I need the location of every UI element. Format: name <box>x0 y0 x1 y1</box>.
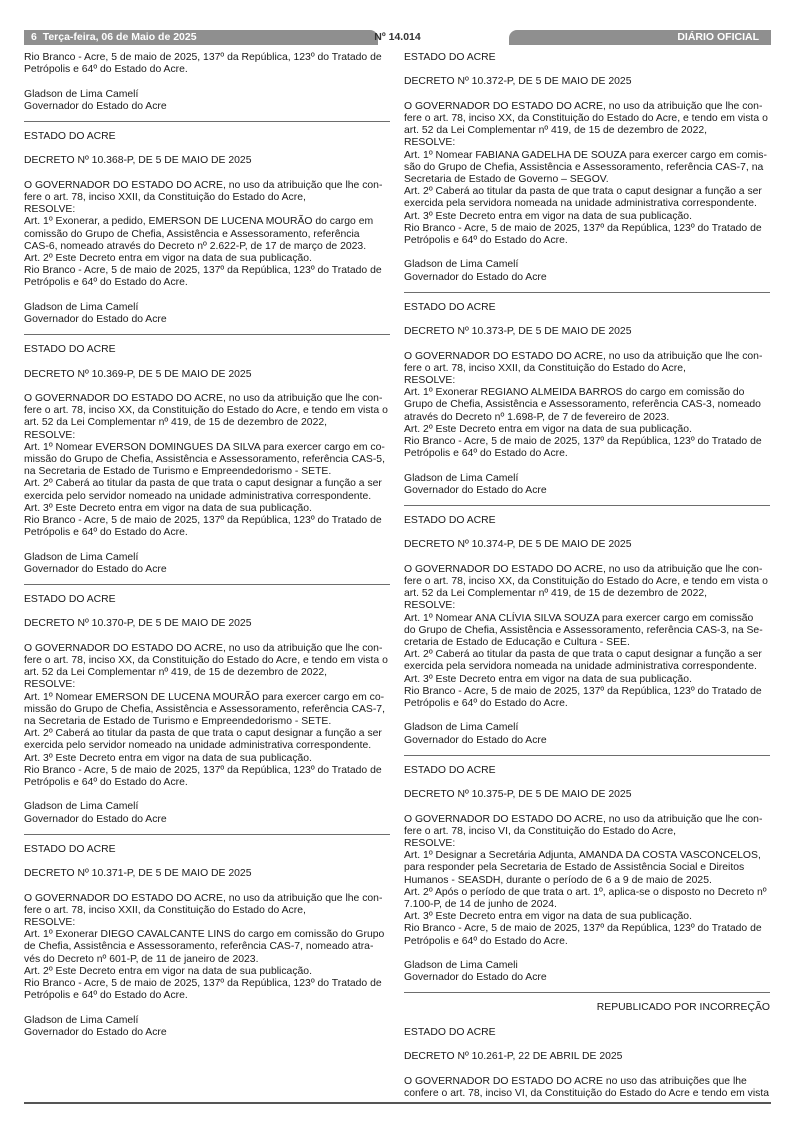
text-line: ESTADO DO ACRE <box>404 301 496 313</box>
text-line: Art. 1º Nomear EMERSON DE LUCENA MOURÃO para exercer cargo em co- <box>24 691 385 703</box>
text-line: Secretaria de Estado de Governo – SEGOV. <box>404 174 609 185</box>
text-line: DECRETO Nº 10.369-P, DE 5 DE MAIO DE 2025 <box>24 368 252 380</box>
text-line: Art. 2º Este Decreto entra em vigor na data de sua publicação. <box>24 965 312 977</box>
text-line: para responder pela Secretaria de Estado de Assistência Social e Direitos <box>404 862 745 874</box>
text-line: fere o art. 78, inciso XX, da Constituição do Estado do Acre, e tendo em vista o <box>24 655 388 666</box>
text-line: Petrópolis e 64º do Estado do Acre. <box>404 448 568 460</box>
blank-line <box>24 76 390 88</box>
blank-line <box>404 64 770 76</box>
text-line: O GOVERNADOR DO ESTADO DO ACRE no uso das atribuições que lhe <box>404 1075 747 1087</box>
text-line: Petrópolis e 64º do Estado do Acre. <box>24 527 188 539</box>
footer-rule <box>24 1102 771 1104</box>
text-line: Art. 1º Nomear EVERSON DOMINGUES DA SILVA para exercer cargo em co- <box>24 441 385 453</box>
text-line: exercida pelo servidor nomeado na unidade administrativa correspondente. <box>24 490 372 502</box>
text-line: exercida pelo servidor nomeado na unidade administrativa correspondente. <box>24 740 372 752</box>
blank-line <box>404 801 770 813</box>
text-line: Rio Branco - Acre, 5 de maio de 2025, 137º da República, 123º do Tratado de <box>24 52 382 63</box>
blank-line <box>404 89 770 101</box>
text-line: Rio Branco - Acre, 5 de maio de 2025, 137º da República, 123º do Tratado de <box>24 265 382 277</box>
blank-line <box>404 1039 770 1051</box>
text-line: ESTADO DO ACRE <box>24 344 116 356</box>
blank-line <box>24 539 390 551</box>
text-line: Petrópolis e 64º do Estado do Acre. <box>24 277 188 289</box>
text-line: fere o art. 78, inciso XXII, da Constituição do Estado do Acre, <box>24 191 306 203</box>
blank-line <box>404 777 770 789</box>
text-line: Rio Branco - Acre, 5 de maio de 2025, 137º da República, 123º do Tratado de <box>404 436 762 448</box>
page-header <box>24 30 771 45</box>
text-line: DECRETO Nº 10.261-P, 22 DE ABRIL DE 2025 <box>404 1051 623 1063</box>
blank-line <box>404 552 770 564</box>
text-line: art. 52 da Lei Complementar nº 419, de 15 de dezembro de 2022, <box>404 125 708 137</box>
text-line: Art. 3º Este Decreto entra em vigor na data de sua publicação. <box>404 210 692 222</box>
text-line: missão do Grupo de Chefia, Assistência e Assessoramento, referência CAS-7, <box>24 703 385 715</box>
section-divider <box>404 505 770 506</box>
text-line: O GOVERNADOR DO ESTADO DO ACRE, no uso da atribuição que lhe con- <box>24 642 383 654</box>
section-divider <box>24 584 390 585</box>
text-line: Art. 2º Caberá ao titular da pasta de que trata o caput designar a função a ser <box>404 649 762 661</box>
text-line: Art. 3º Este Decreto entra em vigor na data de sua publicação. <box>404 673 692 685</box>
text-line: Gladson de Lima Camelí <box>24 88 139 100</box>
blank-line <box>404 338 770 350</box>
text-line: Gladson de Lima Camelí <box>404 472 519 484</box>
text-line: comissão do Grupo de Chefia, Assistência e Assessoramento, referência <box>24 228 360 240</box>
text-line: DECRETO Nº 10.375-P, DE 5 DE MAIO DE 2025 <box>404 789 632 801</box>
blank-line <box>24 631 390 643</box>
text-line: Art. 1º Nomear FABIANA GADELHA DE SOUZA para exercer cargo em comis- <box>404 149 767 161</box>
text-line: fere o art. 78, inciso XX, da Constituição do Estado do Acre, e tendo em vista o <box>404 112 768 124</box>
text-line: Art. 2º Após o período de que trata o art. 1º, aplica-se o disposto no Decreto nº <box>404 886 767 898</box>
text-line: confere o art. 78, inciso VI, da Constituição do Estado do Acre e tendo em vista <box>404 1087 770 1099</box>
blank-line <box>24 143 390 155</box>
text-line: Rio Branco - Acre, 5 de maio de 2025, 137º da República, 123º do Tratado de <box>24 764 382 776</box>
text-line: DECRETO Nº 10.368-P, DE 5 DE MAIO DE 2025 <box>24 155 252 167</box>
section-divider <box>404 755 770 756</box>
text-line: Art. 2º Este Decreto entra em vigor na data de sua publicação. <box>404 423 692 435</box>
blank-line <box>404 247 770 259</box>
section-divider <box>24 834 390 835</box>
text-line: ESTADO DO ACRE <box>24 131 116 142</box>
text-line: na Secretaria de Estado de Turismo e Empreendedorismo - SETE. <box>24 466 332 478</box>
text-line: O GOVERNADOR DO ESTADO DO ACRE, no uso da atribuição que lhe con- <box>24 392 383 404</box>
text-line: art. 52 da Lei Complementar nº 419, de 15 de dezembro de 2022, <box>24 667 328 679</box>
text-line: ESTADO DO ACRE <box>404 1026 496 1038</box>
issue-date: Terça-feira, 06 de Maio de 2025 <box>42 31 197 43</box>
blank-line <box>24 789 390 801</box>
text-line: Petrópolis e 64º do Estado do Acre. <box>24 777 188 789</box>
text-line: DECRETO Nº 10.372-P, DE 5 DE MAIO DE 2025 <box>404 76 632 88</box>
blank-line <box>24 606 390 618</box>
text-line: Art. 2º Caberá ao titular da pasta de que trata o caput designar a função a ser <box>24 478 382 490</box>
blank-line <box>24 1002 390 1014</box>
text-line: RESOLVE: <box>404 600 456 612</box>
blank-line <box>404 314 770 326</box>
text-line: art. 52 da Lei Complementar nº 419, de 15 de dezembro de 2022, <box>404 588 708 600</box>
text-line: DECRETO Nº 10.373-P, DE 5 DE MAIO DE 2025 <box>404 326 632 338</box>
blank-line <box>404 948 770 960</box>
text-line: exercida pela servidora nomeada na unidade administrativa correspondente. <box>404 198 757 210</box>
section-divider <box>404 292 770 293</box>
text-line: Art. 3º Este Decreto entra em vigor na data de sua publicação. <box>24 752 312 764</box>
text-line: RESOLVE: <box>24 917 76 929</box>
text-line: Art. 2º Caberá ao titular da pasta de que trata o caput designar a função a ser <box>24 728 382 740</box>
text-line: Governador do Estado do Acre <box>24 100 167 112</box>
text-line: Gladson de Lima Camelí <box>24 801 139 813</box>
text-line: RESOLVE: <box>404 375 456 386</box>
text-line: através do Decreto nº 1.698-P, de 7 de fevereiro de 2023. <box>404 411 670 423</box>
text-line: Art. 1º Nomear ANA CLÍVIA SILVA SOUZA para exercer cargo em comissão <box>404 612 754 624</box>
blank-line <box>404 460 770 472</box>
text-line: Gladson de Lima Camelí <box>24 551 139 563</box>
text-line: fere o art. 78, inciso XXII, da Constituição do Estado do Acre, <box>404 362 686 374</box>
text-line: CAS-6, nomeado através do Decreto nº 2.622-P, de 17 de março de 2023. <box>24 240 367 252</box>
text-line: Governador do Estado do Acre <box>24 1026 167 1038</box>
text-line: Rio Branco - Acre, 5 de maio de 2025, 137º da República, 123º do Tratado de <box>24 515 382 527</box>
text-line: ESTADO DO ACRE <box>24 594 116 606</box>
edition-number: Nº 14.014 <box>374 31 421 43</box>
text-line: exercida pela servidora nomeada na unidade administrativa correspondente. <box>404 661 757 673</box>
text-line: O GOVERNADOR DO ESTADO DO ACRE, no uso da atribuição que lhe con- <box>404 100 763 112</box>
text-line: Art. 3º Este Decreto entra em vigor na data de sua publicação. <box>404 911 692 923</box>
text-line: Rio Branco - Acre, 5 de maio de 2025, 137º da República, 123º do Tratado de <box>404 222 762 234</box>
text-line: Gladson de Lima Camelí <box>404 259 519 271</box>
text-line: 7.100-P, de 14 de junho de 2024. <box>404 899 557 911</box>
blank-line <box>24 880 390 892</box>
section-divider <box>24 121 390 122</box>
text-line: DECRETO Nº 10.371-P, DE 5 DE MAIO DE 2025 <box>24 868 252 880</box>
text-line: O GOVERNADOR DO ESTADO DO ACRE, no uso da atribuição que lhe con- <box>404 813 763 825</box>
text-line: na Secretaria de Estado de Turismo e Empreendedorismo - SETE. <box>24 716 332 728</box>
text-line: RESOLVE: <box>24 429 76 441</box>
text-line: Rio Branco - Acre, 5 de maio de 2025, 137º da República, 123º do Tratado de <box>404 923 762 935</box>
blank-line <box>24 168 390 180</box>
text-line: fere o art. 78, inciso XXII, da Constituição do Estado do Acre, <box>24 904 306 916</box>
blank-line <box>404 710 770 722</box>
blank-line <box>24 856 390 868</box>
text-line: de Chefia, Assistência e Assessoramento, referência CAS-7, nomeado atra- <box>24 941 374 953</box>
text-line: Humanos - SEASDH, durante o período de 6 a 9 de maio de 2025. <box>404 874 712 886</box>
text-line: fere o art. 78, inciso VI, da Constituição do Estado do Acre, <box>404 825 677 837</box>
text-line: Governador do Estado do Acre <box>404 271 547 283</box>
left-column <box>24 52 390 1039</box>
text-line: O GOVERNADOR DO ESTADO DO ACRE, no uso da atribuição que lhe con- <box>24 892 383 904</box>
text-line: Rio Branco - Acre, 5 de maio de 2025, 137º da República, 123º do Tratado de <box>404 685 762 697</box>
text-line: DECRETO Nº 10.374-P, DE 5 DE MAIO DE 2025 <box>404 539 632 551</box>
text-line: Petrópolis e 64º do Estado do Acre. <box>24 990 188 1002</box>
text-line: art. 52 da Lei Complementar nº 419, de 15 de dezembro de 2022, <box>24 417 328 429</box>
text-line: Art. 1º Designar a Secretária Adjunta, AMANDA DA COSTA VASCONCELOS, <box>404 850 761 862</box>
text-line: missão do Grupo de Chefia, Assistência e Assessoramento, referência CAS-5, <box>24 454 385 465</box>
text-line: Gladson de Lima Camelí <box>404 722 519 734</box>
text-line: Petrópolis e 64º do Estado do Acre. <box>404 698 568 710</box>
text-line: fere o art. 78, inciso XX, da Constituição do Estado do Acre, e tendo em vista o <box>24 405 388 417</box>
text-line: Petrópolis e 64º do Estado do Acre. <box>404 935 568 947</box>
text-line: Gladson de Lima Camelí <box>24 1014 139 1026</box>
text-line: cretaria de Estado de Educação e Cultura - SEE. <box>404 637 630 649</box>
blank-line <box>24 381 390 393</box>
text-line: Art. 1º Exonerar DIEGO CAVALCANTE LINS do cargo em comissão do Grupo <box>24 929 385 941</box>
text-line: Art. 2º Caberá ao titular da pasta de que trata o caput designar a função a ser <box>404 186 762 198</box>
blank-line <box>404 527 770 539</box>
text-line: ESTADO DO ACRE <box>404 515 496 527</box>
text-line: Governador do Estado do Acre <box>24 314 167 325</box>
blank-line <box>24 356 390 368</box>
text-line: O GOVERNADOR DO ESTADO DO ACRE, no uso da atribuição que lhe con- <box>404 563 763 575</box>
blank-line <box>24 290 390 302</box>
text-line: ESTADO DO ACRE <box>404 764 496 776</box>
right-column <box>404 52 770 1100</box>
section-divider <box>404 992 770 993</box>
text-line: Rio Branco - Acre, 5 de maio de 2025, 137º da República, 123º do Tratado de <box>24 978 382 990</box>
text-line: Governador do Estado do Acre <box>24 813 167 825</box>
blank-line <box>404 1015 770 1027</box>
blank-line <box>404 1063 770 1075</box>
publication-name: DIÁRIO OFICIAL <box>509 30 771 45</box>
text-line: RESOLVE: <box>24 204 76 216</box>
republished-note: REPUBLICADO POR INCORREÇÃO <box>596 1002 770 1014</box>
text-line: Governador do Estado do Acre <box>404 972 547 984</box>
text-line: Gladson de Lima Camelí <box>24 301 139 313</box>
text-line: Art. 3º Este Decreto entra em vigor na data de sua publicação. <box>24 502 312 514</box>
section-divider <box>24 334 390 335</box>
text-line: Grupo de Chefia, Assistência e Assessoramento, referência CAS-3, nomeado <box>404 399 761 411</box>
text-line: DECRETO Nº 10.370-P, DE 5 DE MAIO DE 2025 <box>24 618 252 630</box>
text-line: Art. 1º Exonerar, a pedido, EMERSON DE LUCENA MOURÃO do cargo em <box>24 216 374 228</box>
text-line: O GOVERNADOR DO ESTADO DO ACRE, no uso da atribuição que lhe con- <box>24 179 383 191</box>
text-line: Governador do Estado do Acre <box>404 484 547 496</box>
text-line: são do Grupo de Chefia, Assistência e Assessoramento, referência CAS-7, na <box>404 161 764 173</box>
text-line: Art. 1º Exonerar REGIANO ALMEIDA BARROS do cargo em comissão do <box>404 387 745 399</box>
text-line: Governador do Estado do Acre <box>24 563 167 575</box>
text-line: RESOLVE: <box>404 137 456 149</box>
text-line: do Grupo de Chefia, Assistência e Assessoramento, referência CAS-3, na Se- <box>404 624 763 636</box>
text-line: vés do Decreto nº 601-P, de 11 de janeiro de 2023. <box>24 953 259 965</box>
text-line: Art. 2º Este Decreto entra em vigor na data de sua publicação. <box>24 253 312 264</box>
text-line: O GOVERNADOR DO ESTADO DO ACRE, no uso da atribuição que lhe con- <box>404 350 763 362</box>
text-line: fere o art. 78, inciso XX, da Constituição do Estado do Acre, e tendo em vista o <box>404 576 768 587</box>
text-line: Petrópolis e 64º do Estado do Acre. <box>24 64 188 76</box>
text-line: Petrópolis e 64º do Estado do Acre. <box>404 235 568 247</box>
text-line: RESOLVE: <box>24 679 76 691</box>
text-line: ESTADO DO ACRE <box>404 52 496 63</box>
text-line: RESOLVE: <box>404 838 456 850</box>
text-line: Governador do Estado do Acre <box>404 734 547 746</box>
page-number: 6 <box>31 31 37 43</box>
text-line: ESTADO DO ACRE <box>24 843 116 855</box>
text-line: Gladson de Lima Cameli <box>404 960 518 972</box>
